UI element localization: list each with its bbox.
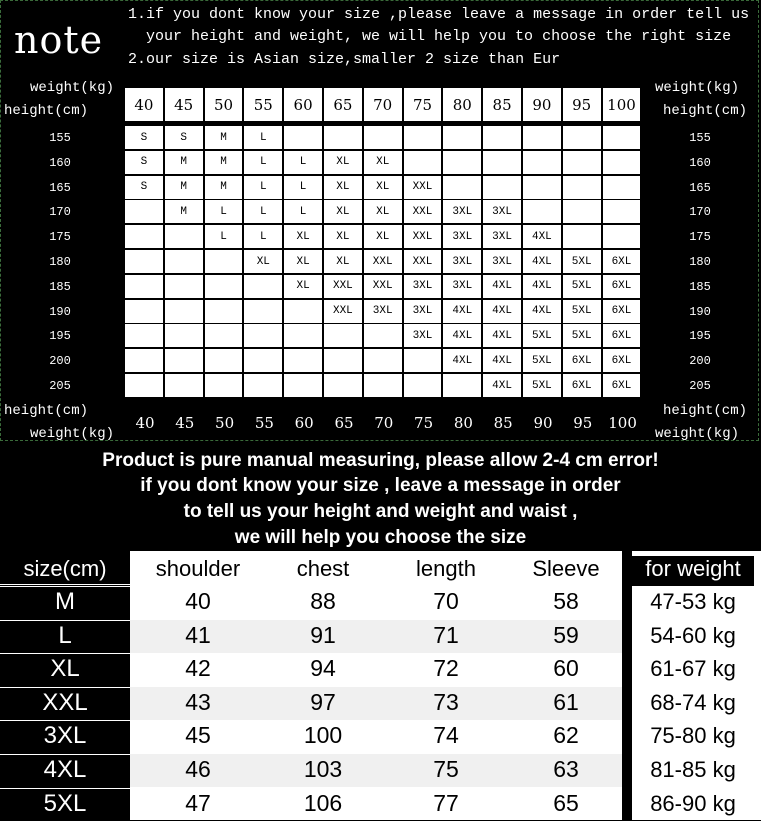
weight-header-cell: 65: [324, 88, 362, 121]
size-grid-cell: [324, 324, 362, 347]
size-grid-cell: L: [284, 151, 322, 174]
left-height-value: 180: [49, 255, 71, 269]
sleeve-value: 58: [553, 588, 579, 614]
message-line-4: we will help you choose the size: [234, 527, 527, 548]
size-grid-cell: L: [205, 200, 243, 223]
size-grid-cell: [563, 151, 601, 174]
size-grid-cell: [244, 374, 282, 397]
size-grid-cell: [165, 275, 203, 298]
size-row-divider: [0, 687, 130, 688]
size-grid-cell: 3XL: [483, 250, 521, 273]
weight-header-cell: 90: [523, 88, 561, 121]
size-grid-cell: [125, 250, 163, 273]
size-grid-cell: M: [205, 126, 243, 149]
size-grid-cell: [205, 374, 243, 397]
size-grid-cell: M: [205, 176, 243, 199]
size-grid-cell: [364, 349, 402, 372]
size-grid-cell: L: [205, 225, 243, 248]
size-grid-cell: XXL: [404, 200, 442, 223]
size-grid-cell: [125, 300, 163, 323]
size-grid-cell: 6XL: [603, 349, 641, 372]
size-grid-cell: 3XL: [443, 275, 481, 298]
size-grid-cell: [244, 349, 282, 372]
bottom-weight-value: 80: [453, 414, 473, 432]
shoulder-value: 42: [185, 655, 211, 682]
left-height-value: 170: [49, 205, 71, 220]
left-height-value: 190: [49, 304, 71, 319]
length-value: 70: [433, 588, 459, 614]
size-grid-cell: 4XL: [443, 300, 481, 323]
size-grid-cell: [165, 300, 203, 323]
shoulder-value: 43: [185, 688, 211, 715]
size-grid-cell: [205, 300, 243, 323]
left-height-value: 160: [49, 155, 71, 170]
right-height-value: 160: [689, 155, 711, 170]
size-grid-cell: [284, 374, 322, 397]
size-grid-cell: [404, 349, 442, 372]
header-shoulder: shoulder: [155, 556, 241, 581]
size-grid-cell: L: [284, 200, 322, 223]
size-grid-cell: [523, 200, 561, 223]
left-height-value: 205: [49, 379, 71, 393]
size-grid-cell: [603, 151, 641, 174]
size-grid-cell: [324, 349, 362, 372]
size-grid-cell: [603, 176, 641, 199]
size-grid-cell: 3XL: [443, 200, 481, 223]
size-grid-cell: [443, 151, 481, 174]
size-grid-cell: [244, 300, 282, 323]
size-grid-cell: XL: [364, 225, 402, 248]
weight-range-value: 47-53 kg: [650, 589, 736, 614]
size-label: XXL: [42, 688, 88, 716]
header-sleeve: Sleeve: [532, 556, 600, 581]
bottom-weight-value: 70: [374, 414, 394, 432]
size-chart-grid: [125, 88, 642, 397]
bottom-weight-value: 40: [135, 414, 155, 432]
right-height-value: 170: [689, 205, 711, 220]
size-grid-cell: 4XL: [483, 324, 521, 347]
size-grid-cell: 6XL: [563, 349, 601, 372]
size-grid-cell: XL: [324, 225, 362, 248]
weight-range-value: 81-85 kg: [650, 757, 736, 782]
size-grid-cell: 6XL: [563, 374, 601, 397]
size-label: XL: [50, 655, 80, 683]
size-grid-cell: [125, 200, 163, 223]
instruction-line-2: your height and weight, we will help you to choose the right size: [146, 28, 732, 45]
weight-header-cell: 55: [244, 88, 282, 121]
size-grid-cell: [165, 250, 203, 273]
right-height-value: 180: [689, 255, 711, 269]
size-grid-cell: [603, 126, 641, 149]
size-grid-cell: [563, 176, 601, 199]
size-grid-cell: [563, 200, 601, 223]
length-value: 72: [433, 655, 459, 682]
weight-header-cell: 40: [125, 88, 163, 121]
size-grid-cell: 5XL: [563, 324, 601, 347]
size-grid-cell: [404, 126, 442, 149]
size-grid-cell: [125, 374, 163, 397]
size-grid-cell: M: [165, 200, 203, 223]
size-grid-cell: [205, 349, 243, 372]
size-grid-cell: [284, 349, 322, 372]
size-grid-cell: 4XL: [483, 349, 521, 372]
size-grid-cell: [284, 324, 322, 347]
size-grid-cell: [324, 126, 362, 149]
weight-header-cell: 95: [563, 88, 601, 121]
header-size: size(cm): [23, 556, 107, 581]
right-height-value: 175: [689, 230, 711, 245]
sleeve-value: 65: [553, 789, 579, 816]
size-grid-cell: XL: [364, 176, 402, 199]
left-height-value: 155: [49, 131, 71, 145]
weight-range-value: 68-74 kg: [650, 689, 736, 715]
weight-header-cell: 50: [205, 88, 243, 121]
right-weight-label-bottom: weight(kg): [655, 426, 740, 442]
length-value: 71: [433, 621, 459, 648]
size-grid-cell: XXL: [404, 250, 442, 273]
size-grid-cell: 5XL: [523, 349, 561, 372]
weight-range-value: 86-90 kg: [650, 790, 736, 816]
right-weight-label-top: weight(kg): [655, 80, 740, 96]
shoulder-value: 41: [185, 621, 211, 648]
left-weight-label-top: weight(kg): [30, 80, 115, 96]
sleeve-value: 63: [553, 756, 579, 782]
size-grid-cell: M: [165, 151, 203, 174]
size-grid-cell: 3XL: [364, 300, 402, 323]
size-label: 4XL: [43, 756, 87, 783]
bottom-weight-value: 95: [573, 414, 593, 432]
length-value: 77: [433, 789, 459, 816]
size-grid-cell: [443, 374, 481, 397]
size-grid-cell: 3XL: [404, 300, 442, 323]
size-grid-cell: XXL: [364, 250, 402, 273]
shoulder-value: 47: [185, 789, 211, 816]
size-grid-cell: [244, 324, 282, 347]
left-height-label-bottom: height(cm): [4, 403, 89, 419]
length-value: 74: [433, 722, 459, 749]
size-grid-cell: 4XL: [523, 225, 561, 248]
shoulder-value: 40: [185, 588, 211, 614]
size-grid-cell: [324, 374, 362, 397]
header-length: length: [416, 556, 476, 581]
bottom-weight-value: 65: [334, 414, 354, 432]
size-grid-cell: [125, 275, 163, 298]
chest-value: 103: [303, 756, 343, 782]
left-height-value: 200: [49, 354, 71, 369]
size-grid-cell: XXL: [404, 225, 442, 248]
size-grid-cell: S: [125, 126, 163, 149]
left-height-label-top: height(cm): [4, 103, 89, 119]
size-grid-cell: [205, 250, 243, 273]
size-row-divider: [0, 586, 130, 587]
bottom-weight-value: 90: [533, 414, 553, 432]
weight-header-cell: 60: [284, 88, 322, 121]
size-grid-cell: [603, 225, 641, 248]
size-grid-cell: 6XL: [603, 275, 641, 298]
size-grid-cell: [364, 126, 402, 149]
size-grid-cell: 4XL: [443, 349, 481, 372]
size-grid-cell: 3XL: [404, 275, 442, 298]
size-grid-cell: 3XL: [443, 225, 481, 248]
size-grid-cell: [443, 176, 481, 199]
right-height-value: 165: [689, 180, 711, 195]
size-grid-cell: 5XL: [523, 374, 561, 397]
size-grid-cell: [523, 126, 561, 149]
size-grid-cell: 6XL: [603, 250, 641, 273]
right-height-value: 185: [689, 279, 711, 294]
weight-header-cell: 45: [165, 88, 203, 121]
right-height-value: 155: [689, 131, 711, 145]
size-grid-cell: XL: [324, 176, 362, 199]
size-grid-cell: S: [125, 151, 163, 174]
size-grid-cell: 4XL: [483, 300, 521, 323]
size-label: 3XL: [43, 722, 87, 750]
right-height-label-bottom: height(cm): [663, 403, 748, 419]
weight-range-value: 75-80 kg: [650, 723, 736, 749]
size-grid-cell: XL: [284, 275, 322, 298]
size-grid-cell: 5XL: [523, 324, 561, 347]
size-grid-cell: 5XL: [563, 250, 601, 273]
bottom-weight-value: 100: [608, 414, 637, 432]
size-grid-cell: [165, 374, 203, 397]
header-weight: for weight: [632, 556, 754, 586]
size-grid-cell: [165, 349, 203, 372]
size-row-divider: [0, 653, 130, 654]
header-chest: chest: [296, 556, 350, 581]
weight-header-cell: 100: [603, 88, 641, 121]
size-grid-cell: XXL: [404, 176, 442, 199]
size-grid-cell: XL: [284, 225, 322, 248]
bottom-weight-value: 60: [294, 414, 314, 432]
weight-header-cell: 85: [483, 88, 521, 121]
size-grid-cell: XXL: [364, 275, 402, 298]
right-height-value: 205: [689, 379, 711, 393]
size-grid-cell: 3XL: [404, 324, 442, 347]
size-grid-cell: [404, 151, 442, 174]
bottom-weight-value: 45: [175, 414, 195, 432]
bottom-weight-value: 85: [493, 414, 513, 432]
size-grid-cell: 4XL: [523, 300, 561, 323]
sleeve-value: 59: [553, 621, 579, 648]
size-grid-cell: XL: [244, 250, 282, 273]
instruction-line-1: 1.if you dont know your size ,please leave a message in order tell us: [128, 6, 750, 23]
length-value: 73: [433, 688, 459, 715]
size-grid-cell: [603, 200, 641, 223]
size-grid-cell: [563, 126, 601, 149]
size-row-divider: [0, 620, 130, 621]
chest-value: 106: [303, 789, 343, 816]
size-row-divider: [0, 720, 130, 721]
right-height-value: 190: [689, 304, 711, 319]
size-grid-cell: XL: [324, 200, 362, 223]
weight-range-value: 54-60 kg: [650, 622, 736, 648]
right-height-value: 195: [689, 329, 711, 344]
size-grid-cell: [284, 300, 322, 323]
left-height-value: 175: [49, 230, 71, 245]
message-line-3: to tell us your height and weight and waist ,: [183, 501, 578, 522]
size-grid-cell: [404, 374, 442, 397]
size-grid-cell: XL: [284, 250, 322, 273]
size-grid-cell: 3XL: [483, 200, 521, 223]
size-grid-cell: 4XL: [523, 250, 561, 273]
size-grid-cell: [244, 275, 282, 298]
size-grid-cell: XL: [364, 200, 402, 223]
bottom-weight-value: 75: [414, 414, 434, 432]
size-grid-cell: XL: [324, 250, 362, 273]
bottom-weight-value: 50: [215, 414, 235, 432]
size-row-divider: [0, 788, 130, 789]
shoulder-value: 45: [185, 722, 211, 749]
chest-value: 91: [310, 621, 336, 648]
sleeve-value: 62: [553, 722, 579, 749]
chest-value: 97: [310, 688, 336, 715]
size-grid-cell: L: [244, 200, 282, 223]
size-grid-cell: S: [165, 126, 203, 149]
size-grid-cell: L: [284, 176, 322, 199]
weight-header-cell: 75: [404, 88, 442, 121]
chest-value: 94: [310, 655, 336, 682]
size-grid-cell: 4XL: [483, 275, 521, 298]
size-grid-cell: L: [244, 225, 282, 248]
size-grid-cell: XL: [364, 151, 402, 174]
bottom-weight-value: 55: [254, 414, 274, 432]
sleeve-value: 61: [553, 688, 579, 715]
size-grid-cell: L: [244, 151, 282, 174]
chest-value: 100: [303, 722, 343, 749]
weight-header-cell: 80: [443, 88, 481, 121]
size-grid-cell: XXL: [324, 275, 362, 298]
size-grid-cell: [523, 176, 561, 199]
size-grid-cell: 4XL: [483, 374, 521, 397]
size-grid-cell: M: [165, 176, 203, 199]
size-label: M: [55, 588, 75, 615]
size-grid-cell: [483, 126, 521, 149]
message-line-2: if you dont know your size , leave a message in order: [140, 475, 621, 496]
size-grid-cell: 5XL: [563, 300, 601, 323]
size-grid-cell: 4XL: [523, 275, 561, 298]
size-grid-cell: [483, 151, 521, 174]
size-label: 5XL: [43, 789, 87, 817]
size-grid-cell: 5XL: [563, 275, 601, 298]
size-grid-cell: [205, 324, 243, 347]
size-grid-cell: L: [244, 176, 282, 199]
right-height-label-top: height(cm): [663, 103, 748, 119]
weight-range-value: 61-67 kg: [650, 656, 736, 682]
size-grid-cell: XXL: [324, 300, 362, 323]
weight-header-cell: 70: [364, 88, 402, 121]
size-grid-cell: M: [205, 151, 243, 174]
chest-value: 88: [310, 588, 336, 614]
left-height-value: 165: [49, 180, 71, 195]
size-grid-cell: 6XL: [603, 300, 641, 323]
size-grid-cell: [165, 324, 203, 347]
right-height-value: 200: [689, 354, 711, 369]
size-grid-cell: 3XL: [443, 250, 481, 273]
size-grid-cell: [523, 151, 561, 174]
shoulder-value: 46: [185, 756, 211, 782]
instruction-line-3: 2.our size is Asian size,smaller 2 size than Eur: [128, 51, 561, 68]
size-grid-cell: 6XL: [603, 324, 641, 347]
size-grid-cell: 3XL: [483, 225, 521, 248]
size-label: L: [58, 621, 72, 649]
size-grid-cell: L: [244, 126, 282, 149]
size-grid-cell: [563, 225, 601, 248]
message-line-1: Product is pure manual measuring, please allow 2-4 cm error!: [102, 450, 659, 471]
left-height-value: 195: [49, 329, 71, 344]
size-grid-cell: 6XL: [603, 374, 641, 397]
size-grid-cell: S: [125, 176, 163, 199]
size-grid-cell: [125, 324, 163, 347]
size-grid-cell: XL: [324, 151, 362, 174]
size-grid-cell: [364, 324, 402, 347]
note-label: note: [14, 18, 104, 62]
left-height-value: 185: [49, 279, 71, 294]
left-weight-label-bottom: weight(kg): [30, 426, 115, 442]
sleeve-value: 60: [553, 655, 579, 682]
size-grid-cell: [483, 176, 521, 199]
length-value: 75: [433, 756, 459, 782]
size-grid-cell: 4XL: [443, 324, 481, 347]
size-grid-cell: [284, 126, 322, 149]
size-grid-cell: [125, 349, 163, 372]
size-grid-cell: [205, 275, 243, 298]
size-row-divider: [0, 754, 130, 755]
size-grid-cell: [125, 225, 163, 248]
size-grid-cell: [364, 374, 402, 397]
size-grid-cell: [443, 126, 481, 149]
size-grid-cell: [165, 225, 203, 248]
